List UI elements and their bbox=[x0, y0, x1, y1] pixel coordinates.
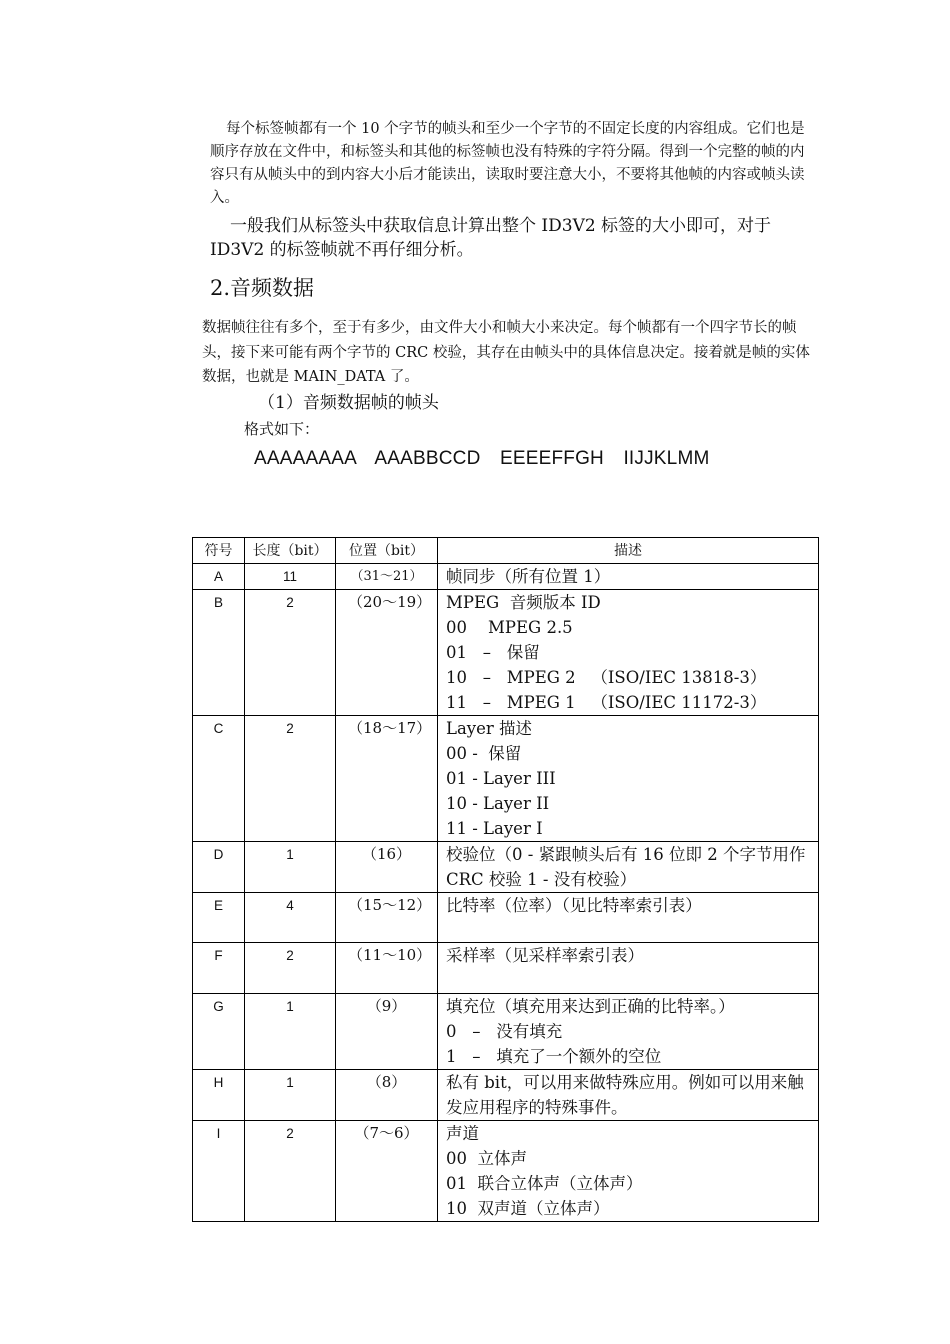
description-line: 比特率（位率）（见比特率索引表） bbox=[446, 896, 702, 915]
cell-description bbox=[438, 716, 819, 842]
cell-position: （9） bbox=[336, 994, 438, 1070]
intro-paragraph-1-text: 每个标签帧都有一个 10 个字节的帧头和至少一个字节的不固定长度的内容组成。它们也是顺序存放在文件中，和标签头和其他的标签帧也没有特殊的字符分隔。得到一个完整的帧的内容只有从帧头中的到内容大小后才能读出，读取时要注意大小，不要将其他帧的内容或帧头读入。 bbox=[210, 121, 805, 206]
cell-symbol: A bbox=[193, 564, 245, 590]
sub-heading: （1）音频数据帧的帧头 bbox=[258, 393, 439, 413]
description-line: 1 – 填充了一个额外的空位 bbox=[446, 1047, 662, 1066]
cell-symbol: E bbox=[193, 893, 245, 943]
cell-length: 2 bbox=[245, 590, 336, 716]
table-row bbox=[193, 590, 819, 716]
cell-description bbox=[438, 842, 819, 893]
format-label: 格式如下： bbox=[244, 420, 320, 438]
description-line: MPEG 音频版本 ID bbox=[446, 593, 601, 612]
header-position: 位置（bit） bbox=[336, 538, 438, 564]
table-row bbox=[193, 1070, 819, 1121]
table-row bbox=[193, 994, 819, 1070]
table-header-row bbox=[193, 538, 819, 564]
cell-length: 1 bbox=[245, 842, 336, 893]
table-row bbox=[193, 893, 819, 943]
description-line: 采样率（见采样率索引表） bbox=[446, 946, 644, 965]
cell-description bbox=[438, 1070, 819, 1121]
cell-symbol: B bbox=[193, 590, 245, 716]
description-line: 10 - Layer II bbox=[446, 794, 550, 813]
header-description: 描述 bbox=[438, 538, 819, 564]
cell-description bbox=[438, 994, 819, 1070]
cell-description bbox=[438, 893, 819, 943]
cell-position: （7～6） bbox=[336, 1121, 438, 1222]
frame-header-table bbox=[192, 537, 819, 1222]
cell-length: 2 bbox=[245, 1121, 336, 1222]
cell-position: （8） bbox=[336, 1070, 438, 1121]
cell-length: 2 bbox=[245, 943, 336, 994]
description-line: 11 – MPEG 1 （ISO/IEC 11172-3） bbox=[446, 693, 767, 712]
description-line: 帧同步（所有位置 1） bbox=[446, 567, 611, 586]
description-line: 填充位（填充用来达到正确的比特率。） bbox=[446, 997, 735, 1016]
description-line: 01 联合立体声（立体声） bbox=[446, 1174, 643, 1193]
cell-symbol: C bbox=[193, 716, 245, 842]
intro-paragraph-1 bbox=[210, 118, 810, 210]
cell-description bbox=[438, 564, 819, 590]
format-pattern: AAAAAAAA AAABBCCD EEEEFFGH IIJJKLMM bbox=[254, 448, 710, 469]
cell-symbol: D bbox=[193, 842, 245, 893]
description-line: 00 - 保留 bbox=[446, 744, 522, 763]
cell-position: （11～10） bbox=[336, 943, 438, 994]
cell-description bbox=[438, 1121, 819, 1222]
cell-symbol: I bbox=[193, 1121, 245, 1222]
description-line: 00 MPEG 2.5 bbox=[446, 618, 573, 637]
cell-symbol: G bbox=[193, 994, 245, 1070]
intro-paragraph-2 bbox=[210, 214, 810, 262]
cell-length: 4 bbox=[245, 893, 336, 943]
table-row bbox=[193, 943, 819, 994]
cell-description bbox=[438, 943, 819, 994]
cell-position: （18～17） bbox=[336, 716, 438, 842]
cell-length: 1 bbox=[245, 994, 336, 1070]
description-line: 校验位（0 - 紧跟帧头后有 16 位即 2 个字节用作 CRC 校验 1 - 没有校验） bbox=[446, 845, 806, 889]
description-line: 0 – 没有填充 bbox=[446, 1022, 563, 1041]
table-row bbox=[193, 842, 819, 893]
table-row bbox=[193, 1121, 819, 1222]
section-heading: 2.音频数据 bbox=[210, 276, 315, 300]
table-row bbox=[193, 716, 819, 842]
intro-paragraph-2-text: 一般我们从标签头中获取信息计算出整个 ID3V2 标签的大小即可，对于 ID3V2 的标签帧就不再仔细分析。 bbox=[210, 216, 772, 260]
header-length: 长度（bit） bbox=[245, 538, 336, 564]
cell-length: 11 bbox=[245, 564, 336, 590]
cell-position: （31～21） bbox=[336, 564, 438, 590]
cell-position: （16） bbox=[336, 842, 438, 893]
cell-position: （20～19） bbox=[336, 590, 438, 716]
description-line: Layer 描述 bbox=[446, 719, 533, 738]
header-symbol: 符号 bbox=[193, 538, 245, 564]
cell-length: 1 bbox=[245, 1070, 336, 1121]
table-row bbox=[193, 564, 819, 590]
description-line: 01 – 保留 bbox=[446, 643, 540, 662]
cell-symbol: H bbox=[193, 1070, 245, 1121]
description-line: 00 立体声 bbox=[446, 1149, 527, 1168]
section-body: 数据帧往往有多个，至于有多少，由文件大小和帧大小来决定。每个帧都有一个四字节长的帧头，接下来可能有两个字节的 CRC 校验，其存在由帧头中的具体信息决定。接着就是帧的实体数据，也就是 MAIN_DATA 了。 bbox=[202, 320, 810, 385]
description-line: 01 - Layer III bbox=[446, 769, 556, 788]
description-line: 10 双声道（立体声） bbox=[446, 1199, 610, 1218]
cell-position: （15～12） bbox=[336, 893, 438, 943]
description-line: 10 – MPEG 2 （ISO/IEC 13818-3） bbox=[446, 668, 767, 687]
cell-length: 2 bbox=[245, 716, 336, 842]
description-line: 11 - Layer I bbox=[446, 819, 543, 838]
description-line: 私有 bit，可以用来做特殊应用。例如可以用来触发应用程序的特殊事件。 bbox=[446, 1073, 804, 1117]
description-line: 声道 bbox=[446, 1124, 479, 1143]
cell-description bbox=[438, 590, 819, 716]
cell-symbol: F bbox=[193, 943, 245, 994]
